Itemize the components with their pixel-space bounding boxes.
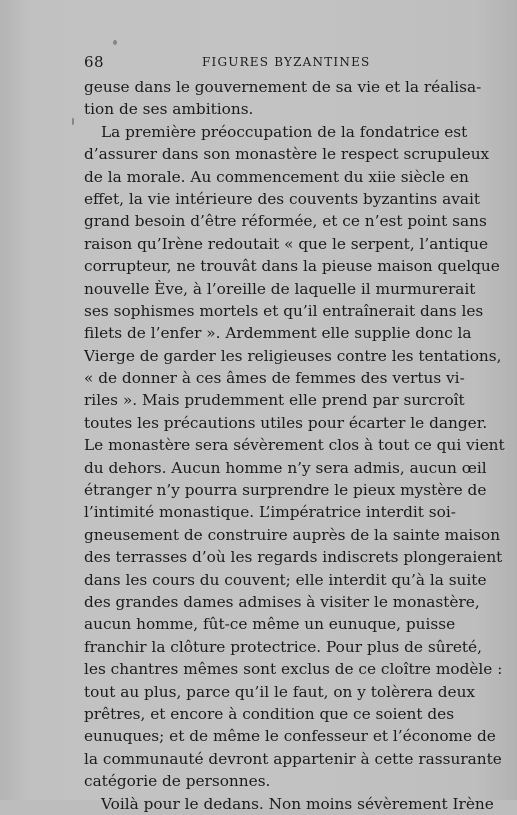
text-line: Le monastère sera sévèrement clos à tout ce qui vient [84,436,505,455]
text-line: tout au plus, parce qu’il le faut, on y tolèrera deux [84,682,476,701]
paper-speck [113,40,117,45]
text-line: eunuques; et de même le confesseur et l’économe de [84,727,496,746]
text-line: franchir la clôture protectrice. Pour plus de sûreté, [84,637,482,656]
text-line: La première préoccupation de la fondatrice est [101,122,468,141]
text-line: corrupteur, ne trouvât dans la pieuse maison quelque [84,257,500,276]
text-line: des terrasses d’où les regards indiscrets plongeraient [84,548,503,567]
text-line: prêtres, et encore à condition que ce soient des [84,704,455,723]
text-line: tion de ses ambitions. [84,100,254,119]
paper-speck [72,118,74,125]
text-line: du dehors. Aucun homme n’y sera admis, aucun œil [84,458,487,477]
text-line: dans les cours du couvent; elle interdit qu’à la suite [84,570,487,589]
text-line: effet, la vie intérieure des couvents byzantins avait [84,189,481,208]
text-line: raison qu’Irène redoutait « que le serpent, l’antique [84,234,489,253]
text-line: nouvelle Ève, à l’oreille de laquelle il murmurerait [84,279,476,298]
page-number: 68 [84,53,105,71]
text-line: toutes les précautions utiles pour écarter le danger. [84,413,488,432]
text-line: riles ». Mais prudemment elle prend par surcroît [84,391,465,410]
running-title: FIGURES BYZANTINES [202,55,371,69]
text-line: l’intimité monastique. L’impératrice interdit soi- [84,503,456,522]
text-line: des grandes dames admises à visiter le monastère, [84,592,480,611]
text-line: grand besoin d’être réformée, et ce n’est point sans [84,212,487,231]
page-header [84,53,444,73]
text-line: « de donner à ces âmes de femmes des vertus vi- [84,369,465,388]
text-line: d’assurer dans son monastère le respect scrupuleux [84,145,490,164]
text-line: Vierge de garder les religieuses contre les tentations, [84,346,502,365]
text-line: les chantres mêmes sont exclus de ce cloître modèle : [84,660,503,679]
text-line: geuse dans le gouvernement de sa vie et la réalisa- [84,78,482,96]
text-line: la communauté devront appartenir à cette rassurante [84,749,502,768]
text-line: étranger n’y pourra surprendre le pieux mystère de [84,481,487,500]
text-line: gneusement de construire auprès de la sainte maison [84,525,501,544]
text-line: aucun homme, fût-ce même un eunuque, puisse [84,615,456,634]
text-line: ses sophismes mortels et qu’il entraînerait dans les [84,301,484,320]
text-line: catégorie de personnes. [84,772,271,791]
text-line: Voilà pour le dedans. Non moins sévèrement Irène [101,794,494,813]
text-line: filets de l’enfer ». Ardemment elle supplie donc la [84,324,472,343]
text-line: de la morale. Au commencement du xiie siècle en [84,167,469,186]
body-text [84,76,505,815]
